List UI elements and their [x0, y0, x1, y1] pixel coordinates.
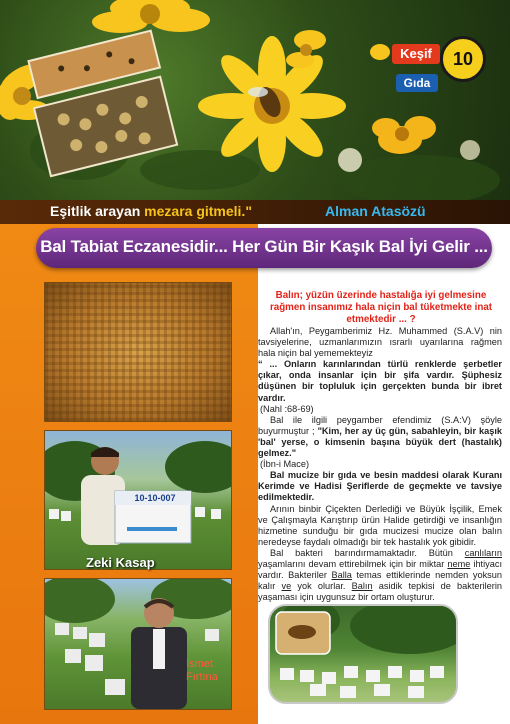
paragraph-2-ref: (Nahl :68-69) [260, 403, 314, 414]
paragraph-6 [258, 548, 502, 603]
article-intro: Balın; yüzün üzerinde hastalığa iyi gelmesine rağmen insanımız hala niçin bal tüketmekte inat etmektedir ... ? [269, 290, 493, 325]
ismet-caption [186, 658, 218, 684]
honeycomb-photo [44, 282, 232, 422]
hives-portrait-photo [44, 578, 232, 710]
badge-kesif: Keşif [392, 44, 440, 64]
p6-d: temas ettiklerinde nemden yoksun kalır [258, 570, 502, 592]
p6-u4: ve [281, 581, 292, 592]
p6-a: Bal bakteri barındırmamaktadır. Bütün [270, 547, 465, 558]
paragraph-3-ref: (İbn-i Mace) [260, 459, 310, 470]
flowers-illustration [0, 0, 510, 200]
p6-f: asidik tepkisi de bakterilerin yaşaması için uygunsuz bir ortam oluşturur. [258, 581, 502, 603]
issue-number-badge: 10 [440, 36, 486, 82]
badge-gida: Gıda [396, 74, 438, 92]
honeycomb-frame-inset [23, 31, 179, 176]
ismet-caption-line2: Fırtına [186, 671, 218, 683]
yellow-flower-icon [92, 0, 210, 33]
bee-hives-photo [268, 604, 458, 704]
p6-u3: Balla [331, 570, 352, 581]
article-title-banner [36, 228, 492, 268]
beekeeper-caption: Zeki Kasap [86, 555, 155, 570]
paragraph-1: Allah'ın, Peygamberimiz Hz. Muhammed (S.A.V) nin tavsiyelerine, uzmanlarımızın ısrarlı uyarılarına rağmen hala niçin bal yememekteyiz [258, 326, 502, 359]
paragraph-3-hadith: "Kim, her ay üç gün, sabahleyin, bir kaşık 'bal' yerse, o kimsenin başına büyük dert (hastalık) gelmez." [258, 425, 503, 459]
proverb-text [50, 203, 252, 219]
paragraph-3 [258, 415, 502, 459]
category-badge [392, 40, 440, 92]
p6-u1: canlıların [464, 547, 502, 558]
hero-photo-flowers-bee [0, 0, 510, 200]
p6-c: ihtiyacı vardır. Bakteriler [258, 558, 502, 581]
ismet-caption-line1: İsmet [186, 658, 213, 670]
beekeeper-photo [44, 430, 232, 570]
proverb-highlight: mezara gitmeli." [144, 203, 252, 219]
hives-portrait-illustration [45, 579, 231, 709]
paragraph-2-quote: “ ... Onların karınlarından türlü renklerde şerbetler çıkar, onda insanlar için bir şifa vardır. Şüphesiz düşünen bir topluluk için gerçekten bunda bir ibret vardır. [258, 359, 502, 403]
article-body [258, 326, 502, 603]
p6-u2: neme [447, 558, 471, 569]
bee-hives-illustration [270, 606, 456, 702]
hive-label: 10-10-007 [134, 493, 176, 503]
paragraph-4: Bal mucize bir gıda ve besin maddesi olarak Kuranı Kerimde ve Hadisi Şeriflerde de geçmekte ve tavsiye edilmektedir. [258, 470, 502, 503]
p6-b: yaşamlarını devam ettirebilmek için bir miktar [258, 558, 448, 569]
proverb-lead: Eşitlik arayan [50, 203, 145, 219]
p6-u5: Balın [351, 581, 373, 592]
article-title: Bal Tabiat Eczanesidir... Her Gün Bir Kaşık Bal İyi Gelir ... [40, 237, 488, 256]
p6-e: yok olurlar. [291, 581, 352, 592]
proverb-source: Alman Atasözü [325, 203, 426, 219]
paragraph-3-lead: Bal ile ilgili peygamber efendimiz (S.A:V) şöyle buyurmuştur ; [258, 414, 502, 436]
proverb-banner [0, 200, 510, 224]
paragraph-5: Arının binbir Çiçekten Derlediği ve Büyük İşçilik, Emek ve Çalışmayla Karıştırıp ürün Halide getirdiği ve insanlığın hizmetine sunduğu bir gıda mucizesi mucize olan balın neredeyse faydalı olmadığı bir tek hastalık yok gibidir. [258, 503, 502, 547]
